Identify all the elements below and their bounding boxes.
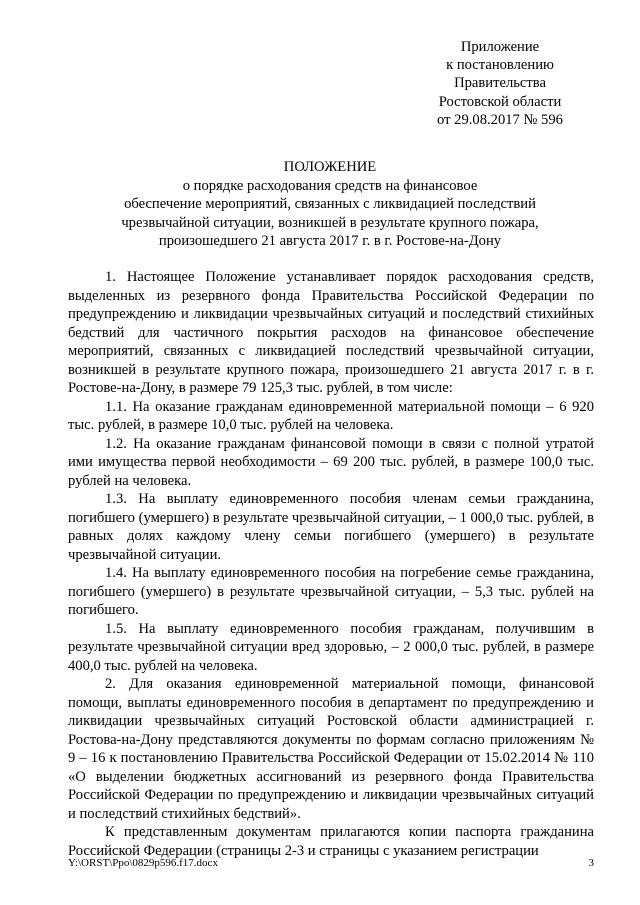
title-line: чрезвычайной ситуации, возникшей в результате крупного пожара, [121,214,539,231]
appendix-line: от 29.08.2017 № 596 [437,111,563,128]
appendix-line: Правительства [454,75,546,92]
appendix-line: Приложение [460,39,540,55]
paragraph-1-2: 1.2. На оказание гражданам финансовой помощи в связи с полной утратой ими имущества первой необходимости – 69 200 тыс. рублей, в размере 100,0 тыс. рублей на человека. [68,435,594,489]
paragraph-2: 2. Для оказания единовременной материальной помощи, финансовой помощи, выплаты единовременного пособия в департамент по предупреждению и ликвидации чрезвычайных ситуаций Ростовской области администрацией г. Ростова-на-Дону представляются документы по формам согласно приложениям № 9 – 16 к постановлению Правительства Российской Федерации от 15.02.2014 № 110 «О выделении бюджетных ассигнований из резервного фонда Правительства Российской Федерации по предупреждению и ликвидации чрезвычайных ситуаций и последствий стихийных бедствий». [68,676,594,822]
document-title [60,158,600,251]
paragraph-1-4: 1.4. На выплату единовременного пособия на погребение семье гражданина, погибшего (умершего) в результате чрезвычайной ситуации, – 5,3 тыс. рублей на погибшего. [68,565,594,618]
title-line: произошедшего 21 августа 2017 г. в г. Ростове-на-Дону [158,233,502,250]
paragraph-attachments: К представленным документам прилагаются копии паспорта гражданина Российской Федерации (страницы 2-3 и страницы с указанием регистрации [68,824,594,859]
paragraph-1-3: 1.3. На выплату единовременного пособия членам семьи гражданина, погибшего (умершего) в результате чрезвычайной ситуации, – 1 000,0 тыс. рублей, в равных долях каждому члену семьи погибшего (умершего) в результате чрезвычайной ситуации. [68,491,594,563]
title-line: обеспечение мероприятий, связанных с ликвидацией последствий [124,196,536,213]
title-heading: ПОЛОЖЕНИЕ [283,159,377,175]
paragraph-1-1: 1.1. На оказание гражданам единовременной материальной помощи – 6 920 тыс. рублей, в размере 10,0 тыс. рублей на человека. [68,398,594,433]
appendix-block [420,38,580,129]
appendix-line: к постановлению [446,57,554,74]
paragraph-1: 1. Настоящее Положение устанавливает порядок расходования средств, выделенных из резервного фонда Правительства Российской Федерации по предупреждению и ликвидации чрезвычайных ситуаций и последствий стихийных бедствий для частичного покрытия расходов на финансовое обеспечение мероприятий, связанных с ликвидацией последствий чрезвычайной ситуации, возникшей в результате крупного пожара, произошедшего 21 августа 2017 г. в г. Ростове-на-Дону, в размере 79 125,3 тыс. рублей, в том числе: [68,269,594,396]
page-number: 3 [588,857,594,869]
paragraph-1-5: 1.5. На выплату единовременного пособия гражданам, получившим в результате чрезвычайной ситуации вред здоровью, – 2 000,0 тыс. рублей, в размере 400,0 тыс. рублей на человека. [68,620,594,674]
title-line: о порядке расходования средств на финансовое [182,177,478,194]
appendix-line: Ростовской области [438,93,562,110]
file-path: Y:\ORST\Ppo\0829p596.f17.docx [68,857,218,869]
document-body [68,268,594,860]
